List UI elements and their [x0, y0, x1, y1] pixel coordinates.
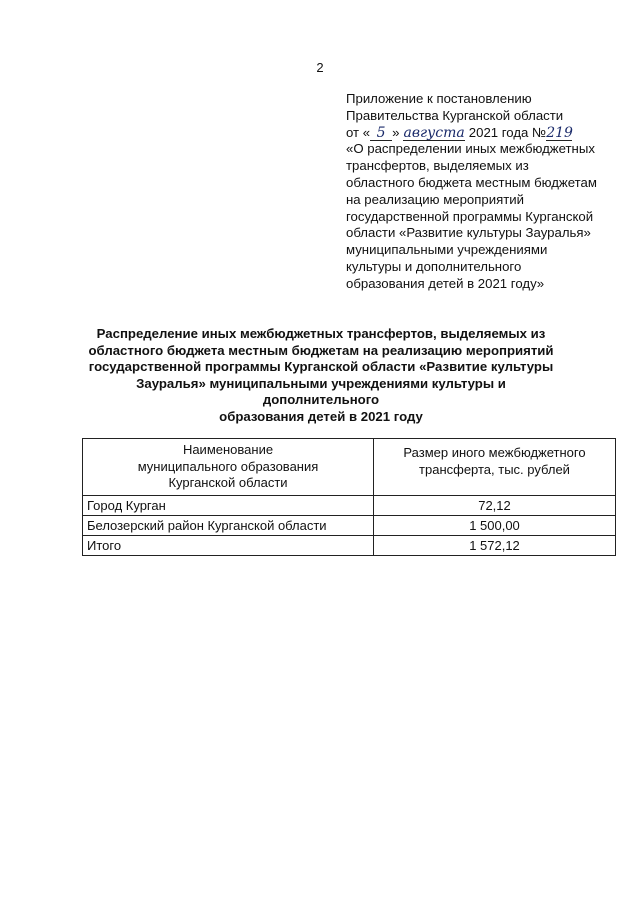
row-name: Город Курган — [83, 496, 374, 516]
handwritten-day: 5 — [370, 126, 392, 141]
header-municipality — [83, 439, 374, 496]
year-text: 2021 года № — [468, 124, 547, 140]
title-line: государственной программы Курганской области «Развитие культуры — [88, 359, 554, 375]
handwritten-month: августа — [403, 124, 465, 141]
row-name: Белозерский район Курганской области — [83, 516, 374, 536]
appendix-line: областного бюджета местным бюджетам — [346, 174, 597, 190]
title-line: образования детей в 2021 году — [219, 408, 423, 424]
header-line: муниципального образования — [137, 458, 319, 474]
title-line: областного бюджета местным бюджетам на реализацию мероприятий — [88, 342, 554, 358]
date-close: » — [392, 124, 400, 140]
appendix-line: муниципальными учреждениями — [346, 242, 548, 258]
row-value: 1 500,00 — [374, 516, 616, 536]
table-row — [83, 496, 616, 516]
title-line: Распределение иных межбюджетных трансфертов, выделяемых из — [96, 326, 546, 341]
document-title — [86, 326, 556, 426]
appendix-line: образования детей в 2021 году» — [346, 275, 545, 291]
handwritten-number: 219 — [546, 124, 573, 141]
header-line: Наименование — [182, 442, 274, 458]
appendix-line: трансфертов, выделяемых из — [346, 158, 529, 174]
date-prefix: от « — [346, 124, 371, 140]
appendix-date-line — [346, 125, 636, 142]
appendix-line: государственной программы Курганской — [346, 208, 594, 224]
appendix-line: культуры и дополнительного — [346, 258, 522, 274]
header-amount — [374, 439, 616, 496]
appendix-line: «О распределении иных межбюджетных — [346, 141, 595, 157]
row-value: 1 572,12 — [374, 536, 616, 556]
row-value: 72,12 — [374, 496, 616, 516]
appendix-header — [346, 91, 636, 293]
page-number: 2 — [316, 60, 324, 75]
appendix-line: Приложение к постановлению — [346, 91, 532, 106]
header-line: трансферта, тыс. рублей — [419, 461, 570, 477]
appendix-line: на реализацию мероприятий — [346, 191, 525, 207]
header-line: Размер иного межбюджетного — [403, 445, 586, 460]
header-line: Курганской области — [168, 475, 288, 491]
title-line: Зауралья» муниципальными учреждениями культуры и дополнительного — [136, 375, 506, 408]
transfers-table — [82, 438, 616, 556]
appendix-line: области «Развитие культуры Зауралья» — [346, 225, 591, 241]
appendix-line: Правительства Курганской области — [346, 107, 564, 123]
table-row — [83, 516, 616, 536]
row-name: Итого — [83, 536, 374, 556]
table-row-total — [83, 536, 616, 556]
table-header-row — [83, 439, 616, 496]
